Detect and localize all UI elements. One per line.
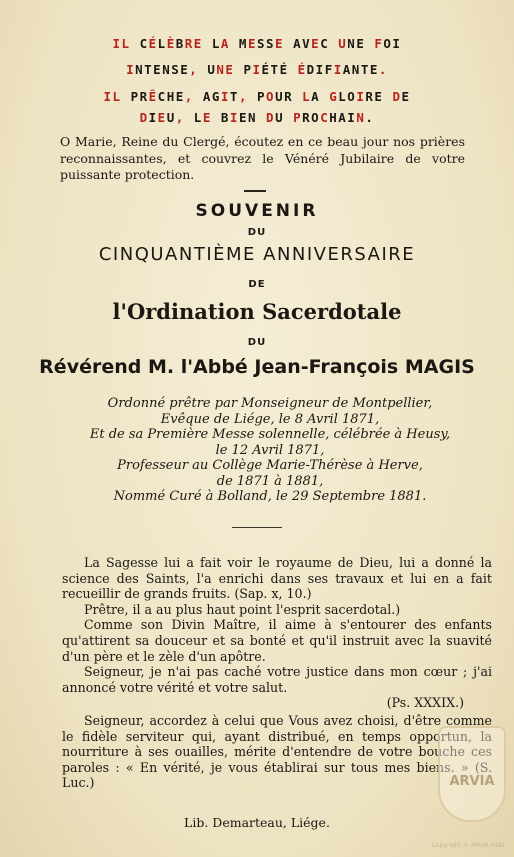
header-text-segment: AV [293,36,312,51]
abbe-name: Révérend M. l'Abbé Jean-François MAGIS [39,356,475,378]
detail-line: Ordonné prêtre par Monseigneur de Montpellier, [107,396,433,411]
ornament-rule [244,190,266,192]
header-text-segment: CHE [157,89,185,104]
scripture-text [62,555,492,791]
header-text-segment: L [302,89,312,104]
header-text-segment: EN [238,110,267,125]
header-text-segment: ÉTÉ [261,62,298,77]
header-text-segment: . [378,62,388,77]
header-text-segment: I [148,110,158,125]
header-text-segment: A [220,36,239,51]
du-label: DU [247,227,267,238]
header-text-segment: UR [275,89,303,104]
header-text-segment: T [229,89,239,104]
copyright-note: Copyright © ARVIA ASBL [431,842,506,849]
header-line-1 [0,36,514,51]
header-text-segment: E [275,36,294,51]
header-text-segment: U [207,62,217,77]
header-text-segment: P [293,110,303,125]
header-text-segment: , [238,89,257,104]
publisher-imprint: Lib. Demarteau, Liége. [184,815,330,830]
psalm-reference: (Ps. XXXIX.) [386,695,464,711]
paragraph: Prêtre, il a au plus haut point l'esprit sacerdotal.) [84,601,401,617]
de-label: DE [248,279,266,290]
header-text-segment: U [166,110,176,125]
header-text-segment: E [311,36,321,51]
header-text-segment: U [275,110,294,125]
watermark-label: ARVIA [449,774,495,789]
header-text-segment: L [211,36,221,51]
archive-watermark [438,726,506,822]
header-text-segment: , [189,62,208,77]
detail-line: le 12 Avril 1871, [215,442,325,458]
header-text-segment: P [257,89,267,104]
detail-line: Nommé Curé à Bolland, le 29 Septembre 1881. [113,489,427,504]
header-text-segment: , [175,110,194,125]
section-divider [232,527,282,528]
header-text-segment: DIF [306,62,334,77]
paragraph: Comme son Divin Maître, il aime à s'entourer des enfants qu'attirent sa douceur et sa bonté et qu'il instruit avec la suavité d'un père et le zèle d'un apôtre. [62,617,492,664]
header-text-segment: O [266,89,276,104]
header-text-segment: I [229,110,239,125]
header-text-segment: OI [383,36,402,51]
header-text-segment: D [392,89,402,104]
paragraph: Seigneur, je n'ai pas caché votre justice dans mon cœur ; j'ai annoncé votre vérité et votre salut. [62,664,492,695]
header-text-segment: LO [338,89,357,104]
header-text-segment: D [266,110,276,125]
detail-line: de 1871 à 1881, [216,473,324,489]
header-text-segment: É [148,36,158,51]
header-text-segment: , [184,89,203,104]
du-label-2: DU [247,337,267,348]
header-text-segment: NTENSE [135,62,190,77]
header-line-2 [0,62,514,77]
header-text-segment: G [329,89,339,104]
detail-line: Professeur au Collège Marie-Thérèse à Herve, [117,458,423,473]
header-text-segment: RE [184,36,212,51]
header-line-4 [0,110,514,125]
header-text-segment: I [252,62,262,77]
header-text-segment: RE [365,89,393,104]
header-text-segment: C [320,36,339,51]
header-text-segment: NE [347,36,375,51]
header-text-segment: SS [256,36,276,51]
header-line-3 [0,89,514,104]
header-text-segment: RO [302,110,321,125]
marie-prayer: O Marie, Reine du Clergé, écoutez en ce beau jour nos prières reconnaissantes, et couvrez le Vénéré Jubilaire de votre puissante protection. [60,134,465,182]
header-text-segment: L [157,36,167,51]
header-text-segment: NE [216,62,244,77]
header-text-segment: D [139,110,149,125]
header-text-segment: I [356,89,366,104]
header-text-segment: C [139,36,149,51]
header-text-segment: IL [103,89,131,104]
header-text-segment: P [243,62,253,77]
ordination-details [60,396,480,505]
header-text-segment: È [166,36,176,51]
header-text-segment: E [401,89,411,104]
header-text-segment: Ê [148,89,158,104]
detail-line: Et de sa Première Messe solennelle, célébrée à Heusy, [89,427,451,442]
header-text-segment: U [338,36,348,51]
header-text-segment: E [202,110,221,125]
header-text-segment: AG [202,89,221,104]
header-text-segment: C [320,110,330,125]
header-text-segment: I [333,62,343,77]
paragraph: La Sagesse lui a fait voir le royaume de Dieu, lui a donné la science des Saints, l'a enrichi dans ses travaux et lui en a fait recueillir de grands fruits. (Sap. x, 10.) [62,555,492,602]
header-text-segment: N [356,110,366,125]
header-text-segment: E [247,36,257,51]
header-text-segment: I [126,62,136,77]
detail-line: Evêque de Liége, le 8 Avril 1871, [160,411,380,427]
anniversary-heading: CINQUANTIÈME ANNIVERSAIRE [98,244,416,265]
header-text-segment: ANTE [342,62,379,77]
header-text-segment: HAI [329,110,357,125]
header-text-segment: I [220,89,230,104]
header-text-segment: E [157,110,167,125]
header-text-segment: L [193,110,203,125]
header-text-segment: B [175,36,185,51]
header-text-segment: IL [112,36,140,51]
header-text-segment: A [311,89,330,104]
souvenir-heading: SOUVENIR [195,201,319,221]
header-text-segment: B [220,110,230,125]
paragraph: Seigneur, accordez à celui que Vous avez choisi, d'être comme le fidèle serviteur qui, ayant distribué, en temps opportun, la nourriture à ses ouailles, mérite d'entendre de votre bouche ces paroles : « En vérité, je vous établirai sur tous mes biens. » (S. Luc.) [62,712,492,791]
header-text-segment: PR [130,89,149,104]
header-text-segment: F [374,36,384,51]
header-text-segment: . [365,110,375,125]
header-text-segment: É [297,62,307,77]
header-text-segment: M [238,36,248,51]
ordination-heading: l'Ordination Sacerdotale [112,299,402,324]
